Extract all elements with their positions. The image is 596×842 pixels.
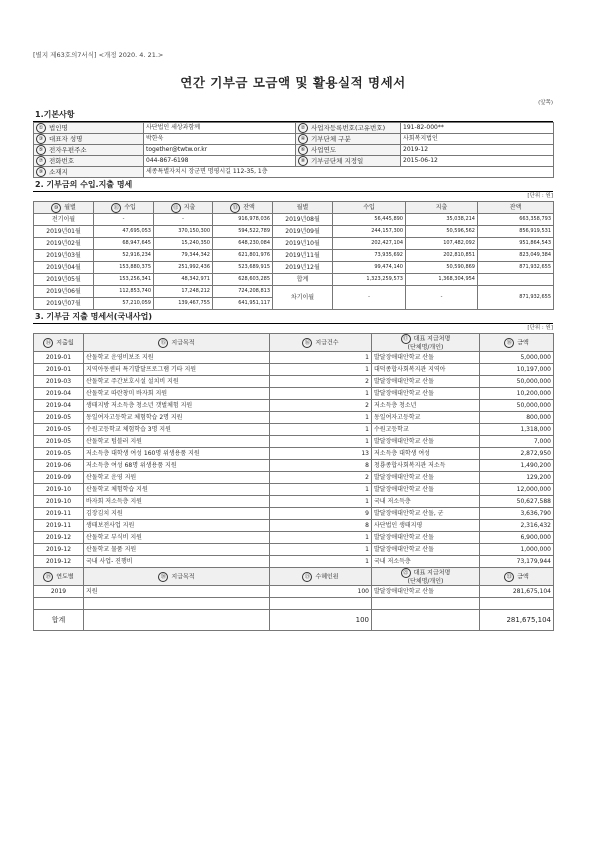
col-header — [84, 334, 270, 352]
header-label: 금액 — [517, 339, 529, 346]
month-label: 2019년07월 — [34, 298, 94, 310]
circled-number: ③ — [36, 134, 46, 144]
info-value: 박한욱 — [144, 134, 296, 145]
income-value: 47,695,053 — [94, 226, 154, 238]
expense-month: 2019-11 — [34, 520, 84, 532]
month-row — [34, 214, 554, 226]
expense-row — [34, 412, 554, 424]
expense-count: 8 — [270, 460, 372, 472]
circled-number: ⑯ — [302, 338, 312, 348]
total-count: 100 — [270, 610, 372, 631]
month-label: 전기이월 — [34, 214, 94, 226]
col-header — [372, 568, 480, 586]
info-value: 2019-12 — [401, 145, 554, 156]
col-header — [213, 202, 273, 214]
header-row — [34, 202, 554, 214]
section3-title: 3. 기부금 지출 명세서(국내사업) — [33, 312, 553, 324]
col-header — [372, 334, 480, 352]
expense-count: 1 — [270, 424, 372, 436]
circled-number: ① — [36, 123, 46, 133]
expense-month: 2019-10 — [34, 496, 84, 508]
income-value: - — [94, 214, 154, 226]
balance-value: 641,951,117 — [213, 298, 273, 310]
expense-count: 13 — [270, 448, 372, 460]
balance-value: 621,801,976 — [213, 250, 273, 262]
col-header — [270, 334, 372, 352]
balance-value — [478, 274, 554, 286]
total-amount: 281,675,104 — [480, 610, 554, 631]
total-row — [34, 610, 554, 631]
blank-cell — [84, 610, 270, 631]
circled-number: ㉓ — [504, 572, 514, 582]
col-header: 잔액 — [478, 202, 554, 214]
circled-number: ⑦ — [36, 156, 46, 166]
info-value: 044-867-6198 — [144, 156, 296, 167]
col-header — [34, 334, 84, 352]
expense-recipient: 발달장애대안학교 산돌 — [372, 388, 480, 400]
expense-recipient: 발달장애대안학교 산돌 — [372, 544, 480, 556]
month-label: 합계 — [273, 274, 333, 286]
header-label: 사업연도 — [311, 146, 337, 154]
header-label: 대표 지급처명 — [413, 569, 451, 577]
header-label: 지급건수 — [315, 339, 339, 346]
expense-count: 1 — [270, 544, 372, 556]
info-row — [34, 134, 554, 145]
balance-value: 594,522,789 — [213, 226, 273, 238]
header-label: 기부단체 구분 — [311, 135, 351, 143]
expense-amount: 1,318,000 — [480, 424, 554, 436]
income-value: 112,853,740 — [94, 286, 154, 298]
expense-count: 1 — [270, 496, 372, 508]
expense-count: 1 — [270, 532, 372, 544]
expense-row — [34, 544, 554, 556]
expense-purpose: 수원고등학교 체험학습 3명 지원 — [84, 424, 270, 436]
carry-label: 차기이월 — [273, 286, 333, 310]
header-label: 기부금단체 지정일 — [311, 157, 364, 165]
expense-value: 15,240,350 — [154, 238, 213, 250]
info-label — [296, 123, 401, 134]
circled-number: ② — [298, 123, 308, 133]
expense-amount: 2,316,432 — [480, 520, 554, 532]
expense-row — [34, 388, 554, 400]
carry-balance: 871,932,655 — [478, 286, 554, 310]
expense-amount: 73,179,944 — [480, 556, 554, 568]
expense-row — [34, 352, 554, 364]
income-value: 99,474,140 — [333, 262, 406, 274]
month-label: 2019년10월 — [273, 238, 333, 250]
circled-number: ⑲ — [43, 572, 53, 582]
expense-value: 79,344,342 — [154, 250, 213, 262]
expense-month: 2019-05 — [34, 424, 84, 436]
circled-number: ㉑ — [302, 572, 312, 582]
col-header — [480, 334, 554, 352]
expense-month: 2019-05 — [34, 412, 84, 424]
expense-count: 8 — [270, 520, 372, 532]
expense-recipient: 국내 저소득층 — [372, 496, 480, 508]
expense-value: - — [154, 214, 213, 226]
blank-cell — [372, 610, 480, 631]
header-label: 사업자등록번호(고유번호) — [311, 124, 386, 132]
expense-month: 2019-03 — [34, 376, 84, 388]
expense-purpose: 김장김치 지원 — [84, 508, 270, 520]
col-header: 수입 — [333, 202, 406, 214]
expense-month: 2019-01 — [34, 364, 84, 376]
expense-row — [34, 532, 554, 544]
expense-row — [34, 556, 554, 568]
header-label: 지출 — [183, 204, 196, 211]
month-label: 2019년04월 — [34, 262, 94, 274]
expense-purpose: 산돌학교 운영 지원 — [84, 472, 270, 484]
expense-amount: 1,490,200 — [480, 460, 554, 472]
income-expense-table — [33, 201, 554, 310]
expense-recipient: 사단법인 생태지평 — [372, 520, 480, 532]
expense-month: 2019-12 — [34, 556, 84, 568]
basic-info-table — [33, 122, 554, 178]
section2-unit: [단위 : 원] — [527, 193, 553, 199]
info-label — [296, 134, 401, 145]
blank-cell — [480, 598, 554, 610]
expense-value: 50,596,562 — [406, 226, 478, 238]
header-label: 연도별 — [56, 573, 74, 580]
expense-amount: 7,000 — [480, 436, 554, 448]
balance-value: 856,919,531 — [478, 226, 554, 238]
expense-detail-table — [33, 333, 554, 631]
expense-value: 251,992,436 — [154, 262, 213, 274]
info-label — [34, 156, 144, 167]
info-label — [34, 167, 144, 178]
expense-purpose: 국내 사업- 진행비 — [84, 556, 270, 568]
expense-month: 2019-05 — [34, 448, 84, 460]
blank-row — [34, 598, 554, 610]
month-label: 2019년11월 — [273, 250, 333, 262]
expense-row — [34, 508, 554, 520]
expense-value: 17,248,212 — [154, 286, 213, 298]
expense-recipient: 동일여자고등학교 — [372, 412, 480, 424]
col-header: 월별 — [273, 202, 333, 214]
year-row — [34, 586, 554, 598]
expense-row — [34, 496, 554, 508]
year-amount: 281,675,104 — [480, 586, 554, 598]
circled-number: ⑥ — [298, 145, 308, 155]
header-label: 지출월 — [56, 339, 74, 346]
circled-number: ㉒ — [401, 568, 411, 578]
expense-purpose: 산돌학교 주간보호시설 설치비 지원 — [84, 376, 270, 388]
income-value: 73,935,692 — [333, 250, 406, 262]
header-label: 잔액 — [243, 204, 255, 211]
expense-purpose: 바자회 저소득층 지원 — [84, 496, 270, 508]
col-header: 지출 — [406, 202, 478, 214]
circled-number: ⑫ — [171, 203, 181, 213]
info-label — [34, 145, 144, 156]
header-label: 전화번호 — [49, 157, 75, 165]
info-label — [296, 156, 401, 167]
expense-recipient: 대덕종합사회복지관 지역아 — [372, 364, 480, 376]
expense-amount: 5,000,000 — [480, 352, 554, 364]
header-row — [34, 568, 554, 586]
expense-value: 50,590,869 — [406, 262, 478, 274]
expense-recipient: 발달장애대안학교 산돌 — [372, 484, 480, 496]
expense-row — [34, 364, 554, 376]
expense-month: 2019-06 — [34, 460, 84, 472]
expense-amount: 2,872,950 — [480, 448, 554, 460]
expense-purpose: 지역아동센터 특기발달프로그램 기타 지원 — [84, 364, 270, 376]
info-value: 2015-06-12 — [401, 156, 554, 167]
expense-row — [34, 436, 554, 448]
expense-value: 48,342,971 — [154, 274, 213, 286]
month-row — [34, 238, 554, 250]
header-label: 지급목적 — [171, 339, 195, 346]
expense-row — [34, 472, 554, 484]
circled-number: ④ — [298, 134, 308, 144]
expense-count: 1 — [270, 364, 372, 376]
total-label: 합계 — [34, 610, 84, 631]
carry-expense: - — [406, 286, 478, 310]
info-row — [34, 123, 554, 134]
balance-value: 871,932,655 — [478, 262, 554, 274]
balance-value: 916,978,036 — [213, 214, 273, 226]
expense-month: 2019-12 — [34, 544, 84, 556]
circled-number: ⑮ — [158, 338, 168, 348]
page-note: (앞쪽) — [538, 100, 553, 106]
expense-month: 2019-10 — [34, 484, 84, 496]
income-value: 52,916,234 — [94, 250, 154, 262]
expense-amount: 6,900,000 — [480, 532, 554, 544]
expense-recipient: 발달장애대안학교 산돌 — [372, 472, 480, 484]
address-row — [34, 167, 554, 178]
expense-count: 9 — [270, 508, 372, 520]
balance-value: 951,864,543 — [478, 238, 554, 250]
circled-number: ⑩ — [51, 203, 61, 213]
expense-value: 202,810,851 — [406, 250, 478, 262]
month-row — [34, 250, 554, 262]
form-number: [별지 제63호의7서식] <개정 2020. 4. 21.> — [33, 51, 164, 59]
month-row — [34, 262, 554, 274]
expense-amount: 12,000,000 — [480, 484, 554, 496]
year-label: 2019 — [34, 586, 84, 598]
expense-count: 1 — [270, 412, 372, 424]
header-label: 수혜인원 — [315, 573, 339, 580]
balance-value: 628,603,285 — [213, 274, 273, 286]
header-label: 대표자 성명 — [49, 135, 83, 143]
expense-amount: 50,627,588 — [480, 496, 554, 508]
info-label — [34, 134, 144, 145]
expense-recipient: 발달장애대안학교 산돌 — [372, 376, 480, 388]
info-value: 191-82-000** — [401, 123, 554, 134]
blank-cell — [34, 598, 84, 610]
circled-number: ⑧ — [298, 156, 308, 166]
expense-purpose: 산돌학교 운영비보조 지원 — [84, 352, 270, 364]
col-header — [270, 568, 372, 586]
expense-month: 2019-04 — [34, 400, 84, 412]
circled-number: ⑱ — [504, 338, 514, 348]
expense-amount: 10,200,000 — [480, 388, 554, 400]
income-value: 153,256,341 — [94, 274, 154, 286]
section3-unit: [단위 : 원] — [527, 325, 553, 331]
income-value: 57,210,059 — [94, 298, 154, 310]
circled-number: ⑨ — [36, 167, 46, 177]
expense-amount: 129,200 — [480, 472, 554, 484]
circled-number: ⑬ — [230, 203, 240, 213]
expense-purpose: 산돌학교 따란창미 바자회 지원 — [84, 388, 270, 400]
expense-value: 107,482,092 — [406, 238, 478, 250]
expense-month: 2019-09 — [34, 472, 84, 484]
expense-month: 2019-12 — [34, 532, 84, 544]
expense-value: 35,038,214 — [406, 214, 478, 226]
expense-amount: 10,197,000 — [480, 364, 554, 376]
expense-value: 139,467,755 — [154, 298, 213, 310]
header-label: 소재지 — [49, 168, 68, 176]
col-header — [34, 568, 84, 586]
expense-amount: 1,000,000 — [480, 544, 554, 556]
expense-month: 2019-05 — [34, 436, 84, 448]
income-value: 202,427,104 — [333, 238, 406, 250]
year-count: 100 — [270, 586, 372, 598]
expense-count: 1 — [270, 484, 372, 496]
header-label: 지급목적 — [171, 573, 195, 580]
expense-recipient: 국내 저소득층 — [372, 556, 480, 568]
expense-value: 1,368,304,954 — [406, 274, 478, 286]
month-row — [34, 274, 554, 286]
expense-amount: 50,000,000 — [480, 400, 554, 412]
col-header — [84, 568, 270, 586]
income-value: 1,323,259,573 — [333, 274, 406, 286]
blank-cell — [270, 598, 372, 610]
expense-recipient: 발달장애대안학교 산돌, 군 — [372, 508, 480, 520]
expense-value: 370,150,300 — [154, 226, 213, 238]
expense-count: 1 — [270, 556, 372, 568]
expense-purpose: 생태지방 저소득층 청소년 갯벌체험 지원 — [84, 400, 270, 412]
col-header — [154, 202, 213, 214]
info-value: 사회복지법인 — [401, 134, 554, 145]
circled-number: ⑪ — [111, 203, 121, 213]
expense-month: 2019-11 — [34, 508, 84, 520]
expense-recipient: 발달장애대안학교 산돌 — [372, 436, 480, 448]
expense-row — [34, 484, 554, 496]
expense-amount: 800,000 — [480, 412, 554, 424]
month-label: 2019년08월 — [273, 214, 333, 226]
expense-recipient: 발달장애대안학교 산돌 — [372, 352, 480, 364]
col-header — [34, 202, 94, 214]
month-label: 2019년03월 — [34, 250, 94, 262]
expense-count: 1 — [270, 388, 372, 400]
expense-row — [34, 460, 554, 472]
header-sublabel: (단체명/개인) — [407, 578, 444, 585]
expense-month: 2019-04 — [34, 388, 84, 400]
header-label: 금액 — [517, 573, 529, 580]
expense-row — [34, 520, 554, 532]
expense-purpose: 동일여자고등학교 체험학습 2명 지원 — [84, 412, 270, 424]
col-header — [94, 202, 154, 214]
income-value: 68,947,645 — [94, 238, 154, 250]
month-label: 2019년06월 — [34, 286, 94, 298]
header-label: 월별 — [64, 204, 76, 211]
year-purpose: 지원 — [84, 586, 270, 598]
expense-recipient: 청룡종합사회복지관 저소득 — [372, 460, 480, 472]
carry-income: - — [333, 286, 406, 310]
expense-row — [34, 376, 554, 388]
info-row — [34, 156, 554, 167]
expense-purpose: 산돌학교 부식비 지원 — [84, 532, 270, 544]
blank-cell — [84, 598, 270, 610]
balance-value: 724,208,813 — [213, 286, 273, 298]
document-title: 연간 기부금 모금액 및 활용실적 명세서 — [180, 75, 406, 90]
month-label: 2019년02월 — [34, 238, 94, 250]
col-header — [480, 568, 554, 586]
year-recipient: 발달장애대안학교 산돌 — [372, 586, 480, 598]
expense-recipient: 저소득층 청소년 — [372, 400, 480, 412]
expense-count: 2 — [270, 376, 372, 388]
header-label: 대표 지급처명 — [413, 335, 451, 343]
expense-recipient: 발달장애대안학교 산돌 — [372, 532, 480, 544]
header-label: 법인명 — [49, 124, 68, 132]
info-value: 사단법인 세상과함께 — [144, 123, 296, 134]
balance-value: 663,358,793 — [478, 214, 554, 226]
circled-number: ⑳ — [158, 572, 168, 582]
expense-amount: 3,636,790 — [480, 508, 554, 520]
month-label: 2019년05월 — [34, 274, 94, 286]
expense-row — [34, 448, 554, 460]
header-sublabel: (단체명/개인) — [407, 344, 444, 351]
expense-row — [34, 400, 554, 412]
expense-recipient: 저소득층 대학생 여성 — [372, 448, 480, 460]
income-value: 244,157,300 — [333, 226, 406, 238]
address-value: 세종특별자치시 장군면 명평시길 112-35, 1층 — [144, 167, 554, 178]
info-label — [296, 145, 401, 156]
header-label: 전자우편주소 — [49, 146, 87, 154]
expense-month: 2019-01 — [34, 352, 84, 364]
expense-count: 1 — [270, 436, 372, 448]
income-value: 153,880,375 — [94, 262, 154, 274]
circled-number: ⑤ — [36, 145, 46, 155]
expense-recipient: 수원고등학교 — [372, 424, 480, 436]
balance-value: 523,689,915 — [213, 262, 273, 274]
blank-cell — [372, 598, 480, 610]
circled-number: ⑰ — [401, 334, 411, 344]
expense-purpose: 산돌학교 물품 지원 — [84, 544, 270, 556]
month-label: 2019년01월 — [34, 226, 94, 238]
expense-amount: 50,000,000 — [480, 376, 554, 388]
expense-purpose: 산돌학교 텀블러 지원 — [84, 436, 270, 448]
expense-count: 1 — [270, 352, 372, 364]
expense-count: 2 — [270, 400, 372, 412]
info-label — [34, 123, 144, 134]
balance-value: 648,230,084 — [213, 238, 273, 250]
circled-number: ⑭ — [43, 338, 53, 348]
month-label: 2019년09월 — [273, 226, 333, 238]
expense-purpose: 산돌학교 체험학습 지원 — [84, 484, 270, 496]
expense-purpose: 생태보전사업 지원 — [84, 520, 270, 532]
section1-title: 1.기본사항 — [33, 110, 553, 122]
info-row — [34, 145, 554, 156]
expense-purpose: 저소득층 여성 68명 위생용품 지원 — [84, 460, 270, 472]
expense-purpose: 저소득층 대학생 여성 160명 위생용품 지원 — [84, 448, 270, 460]
expense-count: 2 — [270, 472, 372, 484]
header-row — [34, 334, 554, 352]
month-row — [34, 226, 554, 238]
expense-row — [34, 424, 554, 436]
balance-value: 823,049,384 — [478, 250, 554, 262]
header-label: 수입 — [124, 204, 136, 211]
month-row — [34, 286, 554, 298]
income-value: 56,445,890 — [333, 214, 406, 226]
month-label: 2019년12월 — [273, 262, 333, 274]
info-value: together@twtw.or.kr — [144, 145, 296, 156]
section2-title: 2. 기부금의 수입.지출 명세 — [33, 180, 553, 192]
